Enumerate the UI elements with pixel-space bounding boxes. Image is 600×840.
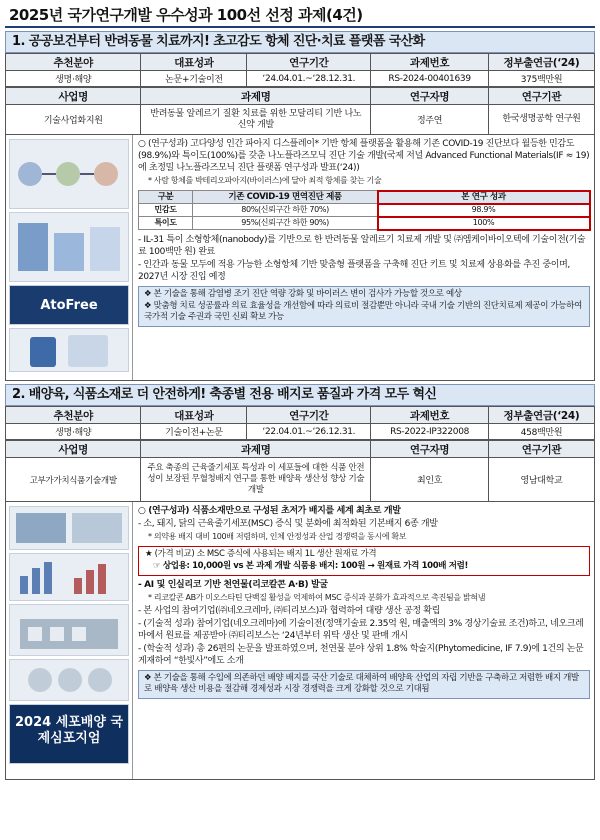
period-label: 연구기간: [247, 407, 371, 424]
section-1-heading: 1. 공공보건부터 반려동물 치료까지! 초고감도 항체 진단·치료 플랫폼 국산화: [5, 31, 595, 53]
researcher-value: 정주연: [371, 105, 489, 135]
s1-expected-effects-box: [138, 286, 590, 327]
s2-tech-result: - (기술적 성과) 참여기업(네오크레마)에 기술이전(정액기술료 2.35억 원, 매출액의 3% 경상기술료 조건)하고, 네오크레마에서 원료를 제공받아 ㈜티리보스는 ‘24년부터 위탁 생산 및 판매 개시: [138, 619, 584, 641]
rep-label: 대표성과: [141, 407, 247, 424]
period-value: ‘22.04.01.~‘26.12.31.: [247, 424, 371, 440]
fund-value: 375백만원: [488, 71, 594, 87]
growth-chart-figure: [9, 553, 129, 601]
section-1-info-table: [5, 53, 595, 87]
s2-effect: ❖ 본 기술을 통해 수입에 의존하던 배양 배지를 국산 기술로 대체하여 배양육 산업의 자립 기반을 구축하고 저렴한 배지 개발로 배양육 생산 비용을 절감해 경제성과 시장 경쟁력을 크게 강화할 것으로 기대됨: [144, 673, 579, 694]
inst-label: 연구기관: [488, 88, 594, 105]
product-photo: [9, 328, 129, 372]
s1-effect-1: ❖ 본 기술을 통해 감염병 조기 진단 역량 강화 및 바이러스 변이 검사가 가능할 것으로 예상: [144, 289, 462, 299]
section-2-body: [5, 502, 595, 780]
fund-label: 정부출연금(‘24): [488, 54, 594, 71]
s2-price-title: ★ (가격 비교) 소 MSC 증식에 사용되는 배지 1L 생산 원재료 가격: [145, 549, 377, 559]
rep-value: 논문+기술이전: [141, 71, 247, 87]
s2-expected-effects-box: [138, 670, 590, 699]
program-label: 사업명: [6, 441, 141, 458]
section-1-body: [5, 135, 595, 381]
cmp-row-specificity-label: 특이도: [139, 217, 193, 230]
phage-display-diagram: [9, 139, 129, 209]
cmp-row-specificity-ours: 100%: [378, 217, 590, 230]
researcher-value: 최인호: [371, 458, 489, 502]
fund-label: 정부출연금(‘24): [488, 407, 594, 424]
taskno-value: RS-2024-00401639: [371, 71, 489, 87]
cmp-header-category: 구분: [139, 191, 193, 204]
field-value: 생명·해양: [6, 71, 141, 87]
section-2-program-table: [5, 440, 595, 502]
s2-price-comparison-box: [138, 546, 590, 576]
s1-result-text: ○ (연구성과) 고다양성 인간 파아지 디스플레이* 기반 항체 플랫폼을 활용해 기존 COVID-19 진단보다 월등한 민감도(98.9%)와 특이도(100%)를 갖춘 나노플라즈모닉 진단 기술 개발(국제 저널 Advanced Functional Materials(IF ≈ 19)에 초정밀 나노플라즈모닉 진단 플랫폼 연구성과 발표(‘24)): [138, 139, 590, 173]
rep-value: 기술이전+논문: [141, 424, 247, 440]
cmp-header-existing: 기존 COVID-19 면역진단 제품: [193, 191, 378, 204]
researcher-label: 연구자명: [371, 441, 489, 458]
s2-partner-text: - 본 사업의 참여기업(㈜네오크레마, ㈜티리보스)과 협력하여 대량 생산 공정 확립: [138, 606, 440, 616]
lab-photo: [9, 506, 129, 550]
program-value: 기술사업화지원: [6, 105, 141, 135]
taskno-label: 과제번호: [371, 407, 489, 424]
s1-result-note: * 사람 항체를 박테리오파아지(바이러스)에 달아 최적 항체를 찾는 기술: [148, 176, 382, 185]
task-label: 과제명: [141, 88, 371, 105]
task-label: 과제명: [141, 441, 371, 458]
section-1-images: [6, 135, 133, 380]
s2-academic-result: - (학술적 성과) 총 26편의 논문을 발표하였으며, 천연물 분야 상위 1.8% 학술지(Phytomedicine, IF 7.9)에 1건의 논문 게재하여 “한빛사”에도 소개: [138, 644, 584, 666]
symposium-banner: 2024 세포배양 국제심포지엄: [9, 704, 129, 764]
s2-medium-note: * 의약용 배지 대비 100배 저렴하며, 인체 안정성과 산업 경쟁력을 동시에 확보: [148, 532, 407, 541]
period-label: 연구기간: [247, 54, 371, 71]
s1-comparison-table: [138, 190, 590, 230]
task-value: 반려동물 알레르기 질환 치료를 위한 모달리티 기반 나노 신약 개발: [141, 105, 371, 135]
taskno-label: 과제번호: [371, 54, 489, 71]
field-label: 추천분야: [6, 407, 141, 424]
facility-photo: [9, 604, 129, 656]
s1-effect-2: ❖ 맞춤형 치료 성공률과 의료 효율성을 개선함에 따라 의료비 절감뿐만 아니라 국내 기술 기반의 진단치료제 제공이 가능하여 국가적 기술 주권과 국민 신뢰 확보 가능: [144, 301, 582, 322]
fund-value: 458백만원: [488, 424, 594, 440]
production-photo: [9, 659, 129, 701]
inst-value: 영남대학교: [488, 458, 594, 502]
section-2-heading: 2. 배양육, 식품소재로 더 안전하게! 축종별 전용 배지로 품질과 가격 모두 혁신: [5, 384, 595, 406]
cmp-row-sensitivity-existing: 80%(신뢰구간 하한 70%): [193, 204, 378, 217]
s2-ai-text: - AI 및 인실리코 기반 천연물(리코칼콘 A·B) 발굴: [138, 580, 328, 590]
inst-label: 연구기관: [488, 441, 594, 458]
field-value: 생명·해양: [6, 424, 141, 440]
nanoplasmonic-figure: [9, 212, 129, 282]
s1-il31-text: - IL-31 특이 소형항체(nanobody)를 기반으로 한 반려동물 알레르기 치료제 개발 및 ㈜엠케이바이오텍에 기술이전(기술료 100백만 원) 완료: [138, 235, 586, 257]
s2-medium-text: - 소, 돼지, 닭의 근육줄기세포(MSC) 증식 및 분화에 최적화된 기본배지 6종 개발: [138, 519, 438, 529]
cmp-row-sensitivity-label: 민감도: [139, 204, 193, 217]
cmp-row-specificity-existing: 95%(신뢰구간 하한 90%): [193, 217, 378, 230]
s2-price-detail: ☞ 상업용: 10,000원 vs 본 과제 개발 식품용 배지: 100원 → 원재료 가격 100배 저렴!: [153, 561, 468, 571]
section-2-images: [6, 502, 133, 779]
section-1-content: [133, 135, 594, 380]
taskno-value: RS-2022-IP322008: [371, 424, 489, 440]
page-title: 2025년 국가연구개발 우수성과 100선 선정 과제(4건): [5, 4, 595, 28]
program-value: 고부가가치식품기술개발: [6, 458, 141, 502]
rep-label: 대표성과: [141, 54, 247, 71]
atofree-product-image: AtoFree: [9, 285, 129, 325]
s2-result-text: ○ (연구성과) 식품소재만으로 구성된 초저가 배지를 세계 최초로 개발: [138, 506, 401, 516]
s2-ai-note: * 리코칼콘 AB가 미오스타틴 단백질 활성을 억제하여 MSC 증식과 분화가 효과적으로 촉진됨을 밝혀냄: [148, 593, 486, 602]
program-label: 사업명: [6, 88, 141, 105]
section-1-program-table: [5, 87, 595, 135]
cmp-header-ours: 본 연구 성과: [378, 191, 590, 204]
field-label: 추천분야: [6, 54, 141, 71]
period-value: ‘24.04.01.~‘28.12.31.: [247, 71, 371, 87]
inst-value: 한국생명공학 연구원: [488, 105, 594, 135]
section-2-content: [133, 502, 594, 779]
researcher-label: 연구자명: [371, 88, 489, 105]
cmp-row-sensitivity-ours: 98.9%: [378, 204, 590, 217]
s1-platform-text: - 인간과 동물 모두에 적용 가능한 소형항체 기반 맞춤형 플랫폼을 구축해 진단 키트 및 치료제 상용화를 추진 중이며, 2027년 시장 진입 예정: [138, 260, 570, 282]
task-value: 주요 축종의 근육줄기세포 특성과 이 세포들에 대한 식품 안전성이 보장된 무혈청배지 연구를 통한 배양육 생산성 향상 기술 개발: [141, 458, 371, 502]
section-2-info-table: [5, 406, 595, 440]
